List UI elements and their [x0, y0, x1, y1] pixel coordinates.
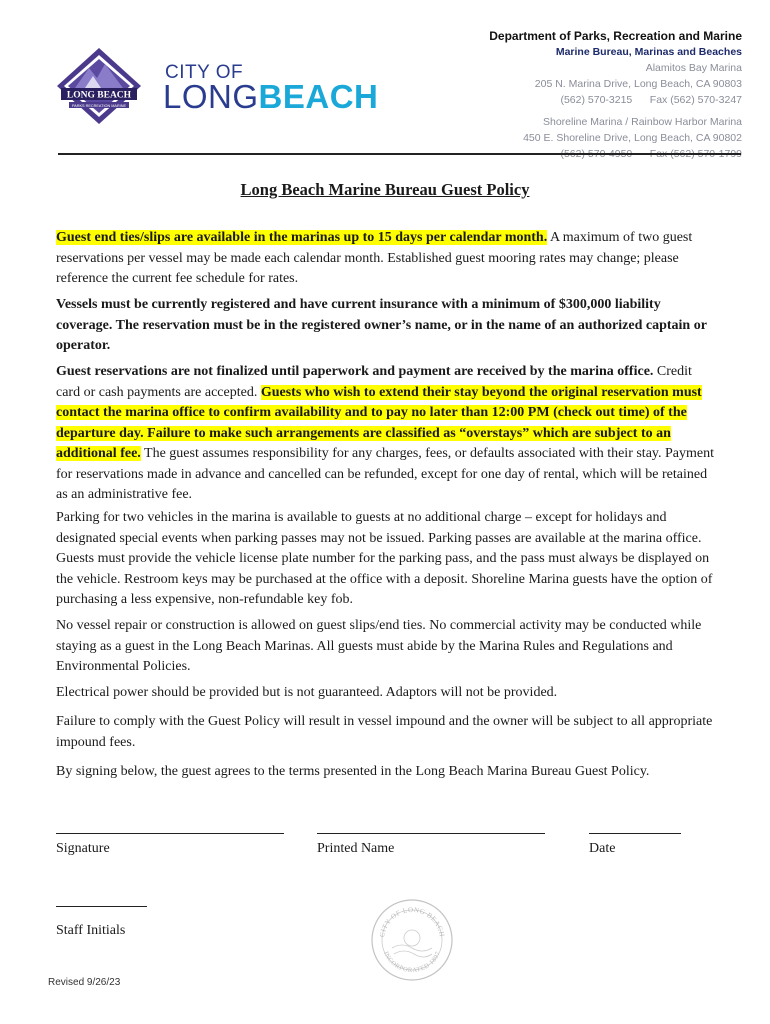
paragraph-text: The guest assumes responsibility for any charges, fees, or defaults associated with their stay. Payment for reservations made in advance and cancelled can be refunded, except for one day of rental, which will be retained as an administrative fee. [56, 446, 714, 502]
wordmark-long: LONG [163, 78, 259, 115]
highlighted-text: Guests who wish to extend their stay beyond the original reservation must contact the marina office to confirm availability and to pay no later than 12:00 PM (check out time) of the departure day. Failure to make such arrangements are classified as “overstays” which are subject to an additional fee. [56, 384, 702, 461]
paragraph-text: Credit card or cash payments are accepted. [56, 364, 692, 400]
date-line[interactable] [589, 833, 681, 834]
svg-text:INCORPORATED 1897: INCORPORATED 1897 [382, 950, 442, 975]
staff-initials-line[interactable] [56, 906, 147, 907]
svg-text:LONG BEACH: LONG BEACH [66, 90, 132, 101]
parks-logo-badge [55, 46, 143, 126]
city-of-label: CITY OF [165, 62, 244, 83]
bureau-name: Marine Bureau, Marinas and Beaches [555, 46, 742, 58]
alamitos-marina-address: 205 N. Marina Drive, Long Beach, CA 90803 [534, 78, 742, 90]
header-divider [58, 153, 741, 155]
paragraph-repairs: No vessel repair or construction is allowed on guest slips/end ties. No commercial activity may be conducted while staying as a guest in the Long Beach Marinas. All guests must abide by the Marina Rules and Regulations and Environmental Policies. [56, 618, 702, 674]
shoreline-marina-phone: (562) 570-4950 Fax (562) 570-1799 [560, 148, 742, 160]
paragraph-text: A maximum of two guest reservations per vessel may be made each calendar month. Established guest mooring rates may change; please reference the current fee schedule for rates. [56, 230, 693, 286]
document-title: Long Beach Marine Bureau Guest Policy [240, 180, 530, 199]
date-label: Date [589, 841, 616, 856]
paragraph-registration-insurance: Vessels must be currently registered and have current insurance with a minimum of $300,000 liability coverage. The reservation must be in the registered owner’s name, or in the name of an authorized captain or operator. [56, 297, 707, 353]
shoreline-marina-address: 450 E. Shoreline Drive, Long Beach, CA 90802 [523, 132, 742, 144]
department-name: Department of Parks, Recreation and Marine [489, 29, 742, 43]
wordmark-beach: BEACH [258, 78, 379, 115]
svg-text:PARKS RECREATION MARINE: PARKS RECREATION MARINE [71, 103, 127, 108]
city-seal [370, 898, 454, 982]
paragraph-electrical: Electrical power should be provided but is not guaranteed. Adaptors will not be provided. [56, 685, 558, 700]
alamitos-marina-phone: (562) 570-3215 Fax (562) 570-3247 [560, 94, 742, 106]
highlighted-text: Guest end ties/slips are available in the marinas up to 15 days per calendar month. [56, 230, 548, 245]
paragraph-parking: Parking for two vehicles in the marina is available to guests at no additional charge – except for holidays and designated special events when parking passes may not be issued. Parking passes are available at the marina office. Guests must provide the vehicle license plate number for the parking pass, and the pass must always be displayed on the vehicle. Restroom keys may be purchased at the office with a deposit. Shoreline Marina guests have the option of purchasing a less expensive, non-refundable key fob. [56, 510, 713, 607]
long-beach-wordmark [163, 80, 378, 114]
bold-text: Guest reservations are not finalized until paperwork and payment are received by the marina office. [56, 364, 654, 379]
svg-text:CITY OF LONG BEACH: CITY OF LONG BEACH [378, 905, 446, 938]
revision-date: Revised 9/26/23 [48, 977, 121, 988]
paragraph-reservations [56, 362, 718, 506]
paragraph-guest-slips [56, 228, 718, 290]
shoreline-marina-name: Shoreline Marina / Rainbow Harbor Marina [542, 116, 742, 128]
printed-name-line[interactable] [317, 833, 545, 834]
paragraph-agreement: By signing below, the guest agrees to the terms presented in the Long Beach Marina Bureau Guest Policy. [56, 764, 650, 779]
signature-label: Signature [56, 841, 110, 856]
paragraph-impound: Failure to comply with the Guest Policy will result in vessel impound and the owner will be subject to all appropriate impound fees. [56, 714, 713, 750]
signature-line[interactable] [56, 833, 284, 834]
alamitos-marina-name: Alamitos Bay Marina [645, 62, 742, 74]
printed-name-label: Printed Name [317, 841, 395, 856]
staff-initials-label: Staff Initials [56, 923, 126, 938]
